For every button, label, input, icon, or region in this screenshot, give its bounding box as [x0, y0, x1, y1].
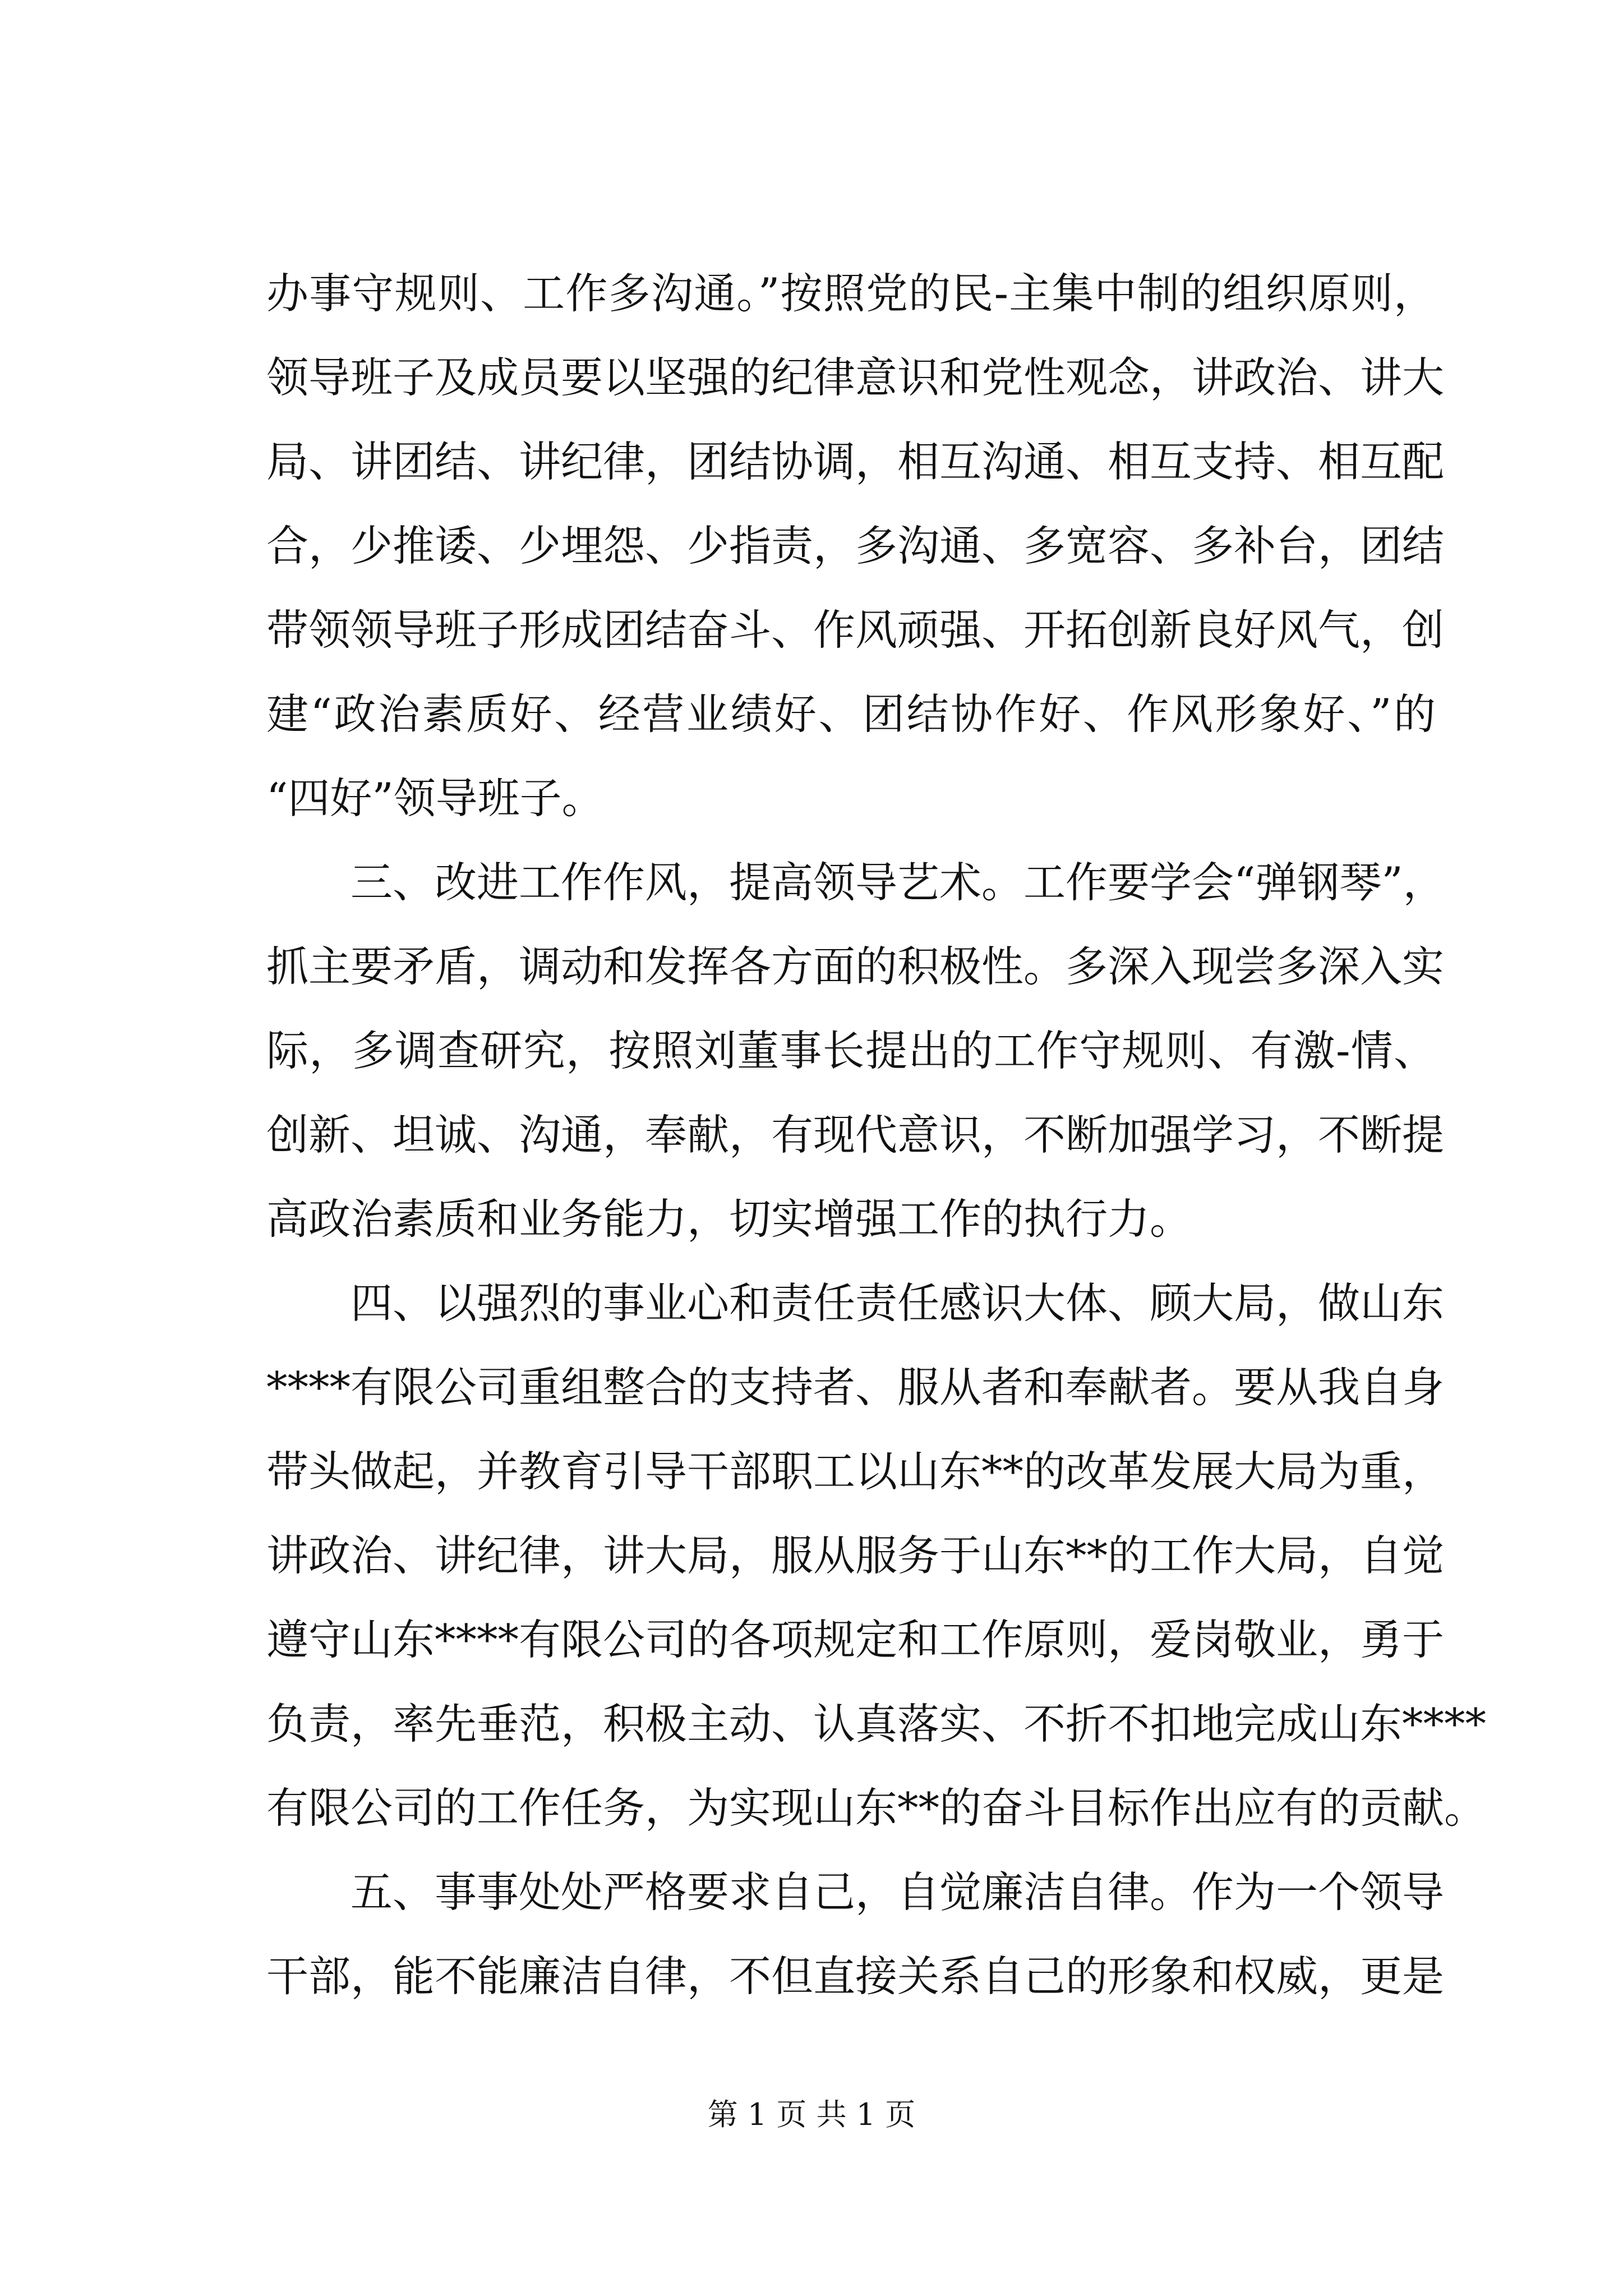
text-line: 负责，率先垂范，积极主动、认真落实、不折不扣地完成山东**** — [266, 1699, 1487, 1749]
text-line: 抓主要矛盾，调动和发挥各方面的积极性。多深入现尝多深入实 — [266, 942, 1445, 991]
text-line: 办事守规则、工作多沟通。”按照党的民-主集中制的组织原则， — [266, 269, 1436, 318]
text-line: 创新、坦诚、沟通，奉献，有现代意识，不断加强学习，不断提 — [266, 1110, 1445, 1159]
text-line: 局、讲团结、讲纪律，团结协调，相互沟通、相互支持、相互配 — [266, 437, 1445, 486]
text-line: 讲政治、讲纪律，讲大局，服从服务于山东**的工作大局，自觉 — [266, 1531, 1445, 1580]
text-line: 带头做起，并教育引导干部职工以山东**的改革发展大局为重， — [266, 1447, 1445, 1496]
paragraph-start-line: 五、事事处处严格要求自己，自觉廉洁自律。作为一个领导 — [351, 1867, 1445, 1917]
text-line: 干部，能不能廉洁自律，不但直接关系自己的形象和权威，更是 — [266, 1952, 1445, 2001]
text-line: ****有限公司重组整合的支持者、服从者和奉献者。要从我自身 — [266, 1363, 1445, 1412]
text-line: “四好”领导班子。 — [266, 774, 604, 823]
page-footer: 第 1 页 共 1 页 — [707, 2097, 916, 2132]
text-line: 领导班子及成员要以坚强的纪律意识和党性观念，讲政治、讲大 — [266, 353, 1445, 402]
text-line: 合，少推诿、少埋怨、少指责，多沟通、多宽容、多补台，团结 — [266, 521, 1445, 570]
text-line: 遵守山东****有限公司的各项规定和工作原则，爱岗敬业，勇于 — [266, 1615, 1445, 1664]
paragraph-start-line: 三、改进工作作风，提高领导艺术。工作要学会“弹钢琴”， — [351, 858, 1445, 907]
text-line: 带领领导班子形成团结奋斗、作风顽强、开拓创新良好风气，创 — [266, 605, 1445, 655]
text-line: 高政治素质和业务能力，切实增强工作的执行力。 — [266, 1194, 1192, 1244]
text-line: 际，多调查研究，按照刘董事长提出的工作守规则、有激-情、 — [266, 1026, 1436, 1075]
text-line: 建“政治素质好、经营业绩好、团结协作好、作风形象好、”的 — [266, 689, 1436, 739]
paragraph-start-line: 四、以强烈的事业心和责任责任感识大体、顾大局，做山东 — [351, 1278, 1445, 1328]
text-line: 有限公司的工作任务，为实现山东**的奋斗目标作出应有的贡献。 — [266, 1783, 1487, 1833]
